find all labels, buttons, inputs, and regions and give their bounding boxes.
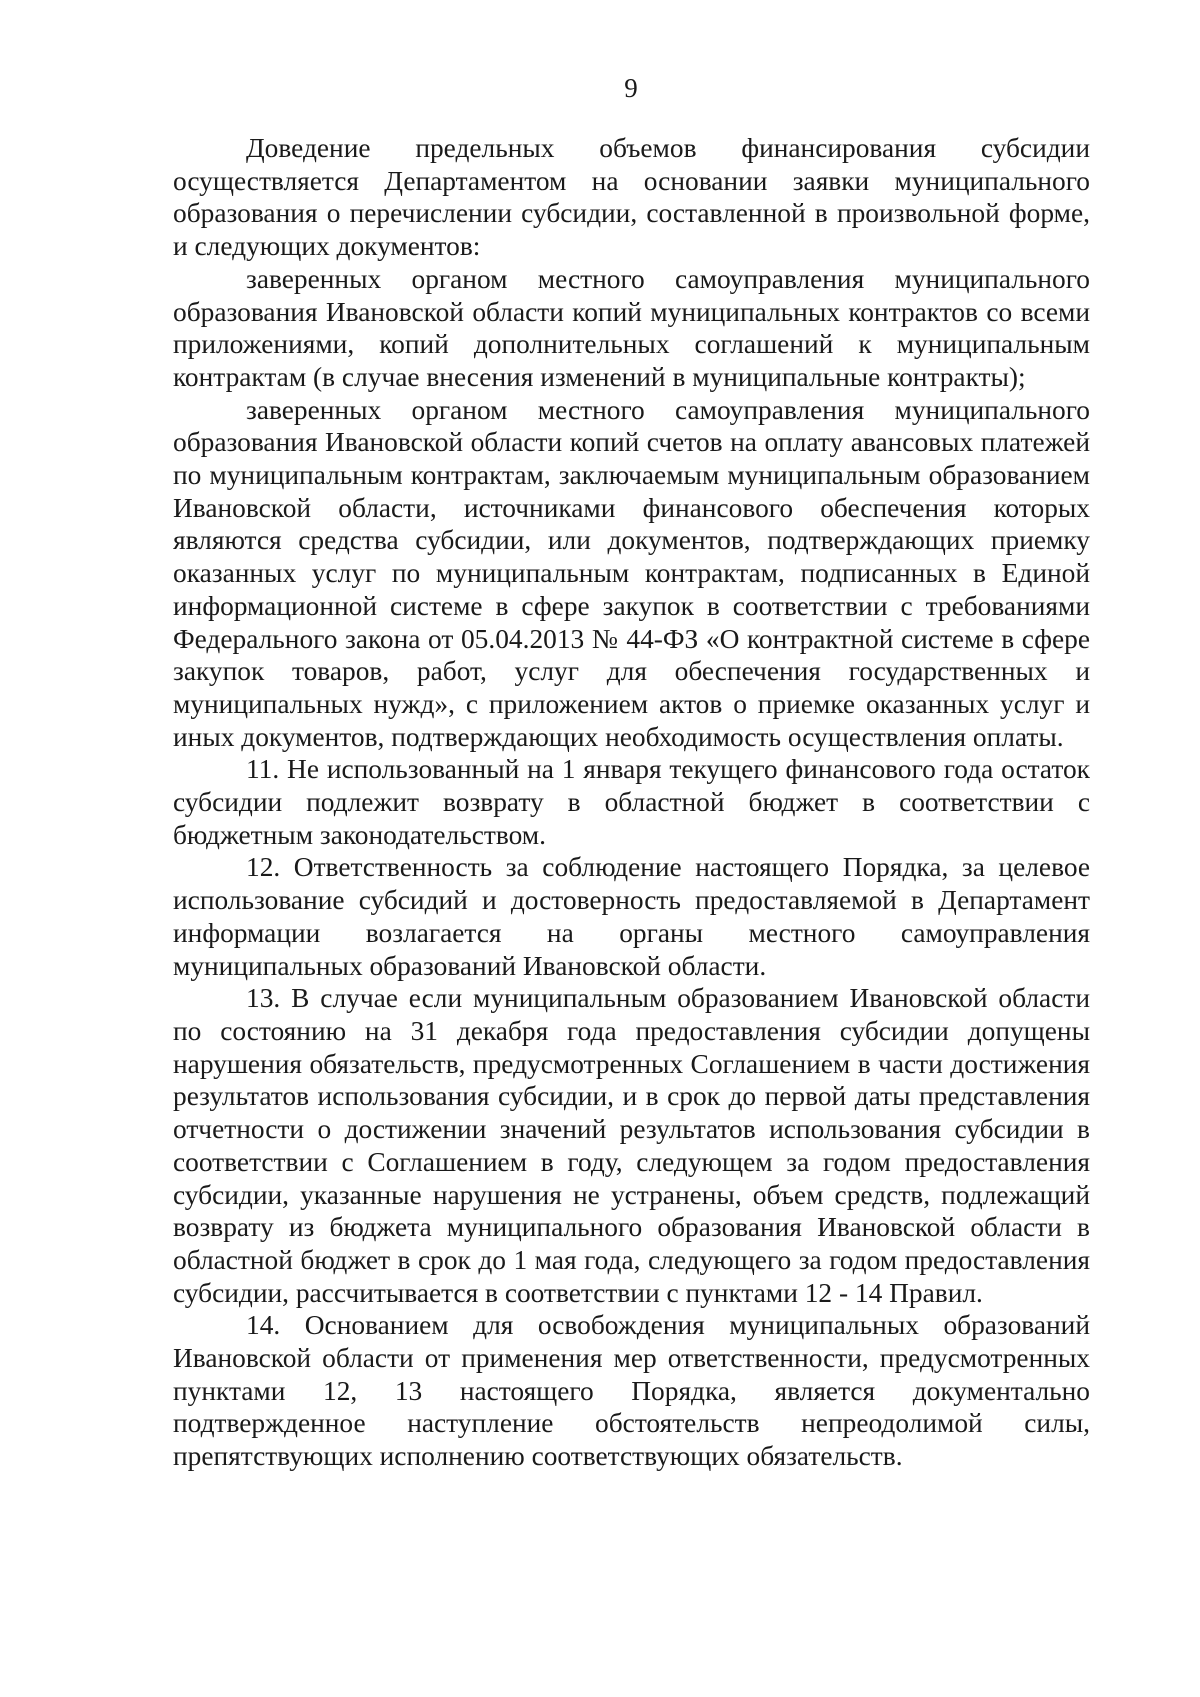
paragraph-item-13: 13. В случае если муниципальным образованием Ивановской области по состоянию на 31 декабря года предоставления субсидии допущены нарушения обязательств, предусмотренных Соглашением в части достижения результатов использования субсидии, и в срок до первой даты представления отчетности о достижении значений результатов использования субсидии в соответствии с Соглашением в году, следующем за годом предоставления субсидии, указанные нарушения не устранены, объем средств, подлежащий возврату из бюджета муниципального образования Ивановской области в областной бюджет в срок до 1 мая года, следующего за годом предоставления субсидии, рассчитывается в соответствии с пунктами 12 - 14 Правил. — [173, 983, 1090, 1308]
paragraph-invoice-copies: заверенных органом местного самоуправления муниципального образования Ивановской области копий счетов на оплату авансовых платежей по муниципальным контрактам, заключаемым муниципальным образованием Ивановской области, источниками финансового обеспечения которых являются средства субсидии, или документов, подтверждающих приемку оказанных услуг по муниципальным контрактам, подписанных в Единой информационной системе в сфере закупок в соответствии с требованиями Федерального закона от 05.04.2013 № 44-ФЗ «О контрактной системе в сфере закупок товаров, работ, услуг для обеспечения государственных и муниципальных нужд», с приложением актов о приемке оказанных услуг и иных документов, подтверждающих необходимость осуществления оплаты. — [173, 394, 1090, 752]
paragraph-funding-limits: Доведение предельных объемов финансирования субсидии осуществляется Департаментом на основании заявки муниципального образования о перечислении субсидии, составленной в произвольной форме, и следующих документов: — [173, 133, 1090, 262]
paragraph-contract-copies: заверенных органом местного самоуправления муниципального образования Ивановской области копий муниципальных контрактов со всеми приложениями, копий дополнительных соглашений к муниципальным контрактам (в случае внесения изменений в муниципальные контракты); — [173, 263, 1090, 392]
paragraph-item-11: 11. Не использованный на 1 января текущего финансового года остаток субсидии подлежит возврату в областной бюджет в соответствии с бюджетным законодательством. — [173, 754, 1090, 850]
page-number: 9 — [624, 73, 638, 103]
document-body — [173, 132, 1090, 1473]
paragraph-item-14: 14. Основанием для освобождения муниципальных образований Ивановской области от применения мер ответственности, предусмотренных пунктами 12, 13 настоящего Порядка, является документально подтвержденное наступление обстоятельств непреодолимой силы, препятствующих исполнению соответствующих обязательств. — [173, 1310, 1090, 1472]
paragraph-item-12: 12. Ответственность за соблюдение настоящего Порядка, за целевое использование субсидий и достоверность предоставляемой в Департамент информации возлагается на органы местного самоуправления муниципальных образований Ивановской области. — [173, 852, 1090, 981]
